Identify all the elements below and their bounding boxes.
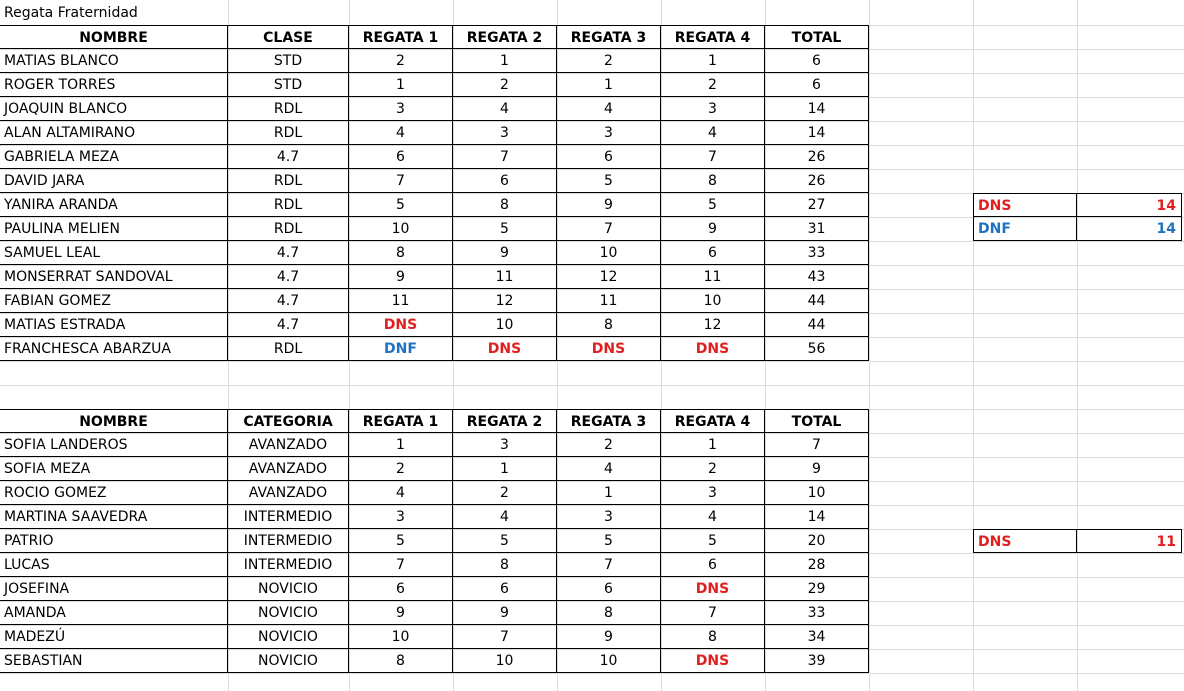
table1-row-10-col-1[interactable]: 4.7 <box>228 289 349 313</box>
table1-row-6-col-5[interactable]: 5 <box>661 193 765 217</box>
table1-row-0-col-2[interactable]: 2 <box>349 49 453 73</box>
table1-row-6-col-0[interactable]: YANIRA ARANDA <box>0 193 228 217</box>
table1-row-7-col-5[interactable]: 9 <box>661 217 765 241</box>
table2-row-5-col-1[interactable]: INTERMEDIO <box>228 553 349 577</box>
table1-row-1-col-6[interactable]: 6 <box>765 73 869 97</box>
table1-row-0-col-6[interactable]: 6 <box>765 49 869 73</box>
table1-row-8-col-4[interactable]: 10 <box>557 241 661 265</box>
gridline-horizontal <box>0 361 1184 362</box>
table1-row-5-col-3[interactable]: 6 <box>453 169 557 193</box>
table1-row-12-col-5[interactable]: DNS <box>661 337 765 361</box>
table2-row-5-col-5[interactable]: 6 <box>661 553 765 577</box>
gridline-vertical <box>869 0 870 691</box>
table2-row-3-col-2[interactable]: 3 <box>349 505 453 529</box>
table1-row-2-col-6[interactable]: 14 <box>765 97 869 121</box>
gridline-horizontal <box>0 673 1184 674</box>
table2-row-5-col-6[interactable]: 28 <box>765 553 869 577</box>
table2-row-4-col-2[interactable]: 5 <box>349 529 453 553</box>
table2-row-8-col-0[interactable]: MADEZÚ <box>0 625 228 649</box>
table2-row-0-col-2[interactable]: 1 <box>349 433 453 457</box>
table2-row-2-col-5[interactable]: 3 <box>661 481 765 505</box>
table2-row-6-col-5[interactable]: DNS <box>661 577 765 601</box>
table1-row-10-col-6[interactable]: 44 <box>765 289 869 313</box>
table2-row-8-col-5[interactable]: 8 <box>661 625 765 649</box>
table2-row-9-col-4[interactable]: 10 <box>557 649 661 673</box>
table1-row-1-col-2[interactable]: 1 <box>349 73 453 97</box>
table1-row-1-col-0[interactable]: ROGER TORRES <box>0 73 228 97</box>
gridline-vertical <box>1077 0 1078 691</box>
table1-row-12-col-4[interactable]: DNS <box>557 337 661 361</box>
table2-header-total[interactable]: TOTAL <box>765 409 869 433</box>
table1-row-2-col-4[interactable]: 4 <box>557 97 661 121</box>
table2-row-4-col-3[interactable]: 5 <box>453 529 557 553</box>
table1-row-8-col-3[interactable]: 9 <box>453 241 557 265</box>
table1-row-3-col-3[interactable]: 3 <box>453 121 557 145</box>
table2-row-6-col-1[interactable]: NOVICIO <box>228 577 349 601</box>
table1-row-5-col-5[interactable]: 8 <box>661 169 765 193</box>
table1-row-4-col-2[interactable]: 6 <box>349 145 453 169</box>
table1-row-7-col-3[interactable]: 5 <box>453 217 557 241</box>
table1-row-4-col-0[interactable]: GABRIELA MEZA <box>0 145 228 169</box>
table1-row-7-col-2[interactable]: 10 <box>349 217 453 241</box>
table2-row-8-col-3[interactable]: 7 <box>453 625 557 649</box>
table2-row-8-col-1[interactable]: NOVICIO <box>228 625 349 649</box>
table1-legend-code-1[interactable]: DNF <box>973 217 1077 241</box>
table2-row-5-col-3[interactable]: 8 <box>453 553 557 577</box>
table2-row-8-col-2[interactable]: 10 <box>349 625 453 649</box>
table2-header-categoria[interactable]: CATEGORIA <box>228 409 349 433</box>
table1-row-8-col-2[interactable]: 8 <box>349 241 453 265</box>
table1-row-8-col-5[interactable]: 6 <box>661 241 765 265</box>
table1-row-12-col-1[interactable]: RDL <box>228 337 349 361</box>
table1-row-8-col-1[interactable]: 4.7 <box>228 241 349 265</box>
table1-header-clase[interactable]: CLASE <box>228 25 349 49</box>
table1-row-6-col-3[interactable]: 8 <box>453 193 557 217</box>
table2-row-7-col-3[interactable]: 9 <box>453 601 557 625</box>
table1-row-11-col-0[interactable]: MATIAS ESTRADA <box>0 313 228 337</box>
table2-row-4-col-0[interactable]: PATRIO <box>0 529 228 553</box>
table2-row-0-col-6[interactable]: 7 <box>765 433 869 457</box>
table2-header-regata-4[interactable]: REGATA 4 <box>661 409 765 433</box>
table2-row-4-col-5[interactable]: 5 <box>661 529 765 553</box>
table1-row-7-col-0[interactable]: PAULINA MELIEN <box>0 217 228 241</box>
table1-row-5-col-0[interactable]: DAVID JARA <box>0 169 228 193</box>
table2-row-6-col-4[interactable]: 6 <box>557 577 661 601</box>
table1-header-regata-3[interactable]: REGATA 3 <box>557 25 661 49</box>
table2-row-2-col-3[interactable]: 2 <box>453 481 557 505</box>
table2-row-7-col-0[interactable]: AMANDA <box>0 601 228 625</box>
table2-row-1-col-0[interactable]: SOFIA MEZA <box>0 457 228 481</box>
table1-row-0-col-0[interactable]: MATIAS BLANCO <box>0 49 228 73</box>
table1-row-0-col-4[interactable]: 2 <box>557 49 661 73</box>
table2-row-1-col-1[interactable]: AVANZADO <box>228 457 349 481</box>
table2-row-3-col-5[interactable]: 4 <box>661 505 765 529</box>
table2-header-regata-3[interactable]: REGATA 3 <box>557 409 661 433</box>
table2-header-regata-1[interactable]: REGATA 1 <box>349 409 453 433</box>
table1-legend-value-0[interactable]: 14 <box>1077 193 1182 217</box>
table1-row-5-col-1[interactable]: RDL <box>228 169 349 193</box>
table2-row-2-col-0[interactable]: ROCIO GOMEZ <box>0 481 228 505</box>
table1-row-9-col-2[interactable]: 9 <box>349 265 453 289</box>
table2-row-3-col-4[interactable]: 3 <box>557 505 661 529</box>
table2-row-9-col-6[interactable]: 39 <box>765 649 869 673</box>
table1-row-0-col-3[interactable]: 1 <box>453 49 557 73</box>
table2-row-4-col-1[interactable]: INTERMEDIO <box>228 529 349 553</box>
table1-row-12-col-3[interactable]: DNS <box>453 337 557 361</box>
table1-row-12-col-0[interactable]: FRANCHESCA ABARZUA <box>0 337 228 361</box>
table1-row-1-col-1[interactable]: STD <box>228 73 349 97</box>
table2-row-0-col-1[interactable]: AVANZADO <box>228 433 349 457</box>
table1-row-11-col-6[interactable]: 44 <box>765 313 869 337</box>
table1-row-1-col-3[interactable]: 2 <box>453 73 557 97</box>
table2-row-3-col-3[interactable]: 4 <box>453 505 557 529</box>
table2-row-5-col-0[interactable]: LUCAS <box>0 553 228 577</box>
table1-row-5-col-4[interactable]: 5 <box>557 169 661 193</box>
table2-row-0-col-0[interactable]: SOFIA LANDEROS <box>0 433 228 457</box>
table2-header-nombre[interactable]: NOMBRE <box>0 409 228 433</box>
table2-row-4-col-4[interactable]: 5 <box>557 529 661 553</box>
table1-row-4-col-4[interactable]: 6 <box>557 145 661 169</box>
table2-legend-code-0[interactable]: DNS <box>973 529 1077 553</box>
table1-row-9-col-1[interactable]: 4.7 <box>228 265 349 289</box>
table2-row-6-col-2[interactable]: 6 <box>349 577 453 601</box>
table1-row-9-col-6[interactable]: 43 <box>765 265 869 289</box>
table2-row-7-col-2[interactable]: 9 <box>349 601 453 625</box>
table1-legend-value-1[interactable]: 14 <box>1077 217 1182 241</box>
table2-row-2-col-4[interactable]: 1 <box>557 481 661 505</box>
table1-row-5-col-6[interactable]: 26 <box>765 169 869 193</box>
table2-row-6-col-6[interactable]: 29 <box>765 577 869 601</box>
table2-row-8-col-6[interactable]: 34 <box>765 625 869 649</box>
table1-row-4-col-1[interactable]: 4.7 <box>228 145 349 169</box>
table1-row-3-col-1[interactable]: RDL <box>228 121 349 145</box>
table1-row-6-col-4[interactable]: 9 <box>557 193 661 217</box>
table1-row-10-col-5[interactable]: 10 <box>661 289 765 313</box>
table1-row-3-col-4[interactable]: 3 <box>557 121 661 145</box>
table1-header-total[interactable]: TOTAL <box>765 25 869 49</box>
table1-row-11-col-2[interactable]: DNS <box>349 313 453 337</box>
table1-row-0-col-5[interactable]: 1 <box>661 49 765 73</box>
table1-row-9-col-0[interactable]: MONSERRAT SANDOVAL <box>0 265 228 289</box>
table2-row-9-col-2[interactable]: 8 <box>349 649 453 673</box>
table2-row-1-col-5[interactable]: 2 <box>661 457 765 481</box>
table1-row-12-col-2[interactable]: DNF <box>349 337 453 361</box>
table1-row-7-col-6[interactable]: 31 <box>765 217 869 241</box>
table2-row-5-col-2[interactable]: 7 <box>349 553 453 577</box>
table2-row-5-col-4[interactable]: 7 <box>557 553 661 577</box>
table1-row-11-col-5[interactable]: 12 <box>661 313 765 337</box>
gridline-horizontal <box>0 385 1184 386</box>
table2-row-9-col-0[interactable]: SEBASTIAN <box>0 649 228 673</box>
table1-row-9-col-5[interactable]: 11 <box>661 265 765 289</box>
table2-row-2-col-1[interactable]: AVANZADO <box>228 481 349 505</box>
table1-row-8-col-6[interactable]: 33 <box>765 241 869 265</box>
table2-row-6-col-0[interactable]: JOSEFINA <box>0 577 228 601</box>
table1-row-9-col-4[interactable]: 12 <box>557 265 661 289</box>
table2-row-8-col-4[interactable]: 9 <box>557 625 661 649</box>
table1-row-2-col-3[interactable]: 4 <box>453 97 557 121</box>
table2-row-3-col-6[interactable]: 14 <box>765 505 869 529</box>
table1-row-2-col-0[interactable]: JOAQUIN BLANCO <box>0 97 228 121</box>
sheet-title[interactable]: Regata Fraternidad <box>4 5 138 21</box>
table1-row-2-col-5[interactable]: 3 <box>661 97 765 121</box>
table1-row-2-col-2[interactable]: 3 <box>349 97 453 121</box>
table1-row-4-col-3[interactable]: 7 <box>453 145 557 169</box>
table1-row-3-col-2[interactable]: 4 <box>349 121 453 145</box>
table2-row-0-col-5[interactable]: 1 <box>661 433 765 457</box>
table1-row-6-col-6[interactable]: 27 <box>765 193 869 217</box>
table2-header-regata-2[interactable]: REGATA 2 <box>453 409 557 433</box>
table1-row-6-col-1[interactable]: RDL <box>228 193 349 217</box>
table2-legend-value-0[interactable]: 11 <box>1077 529 1182 553</box>
table1-row-6-col-2[interactable]: 5 <box>349 193 453 217</box>
table2-row-6-col-3[interactable]: 6 <box>453 577 557 601</box>
table1-row-4-col-5[interactable]: 7 <box>661 145 765 169</box>
table2-row-4-col-6[interactable]: 20 <box>765 529 869 553</box>
table2-row-0-col-4[interactable]: 2 <box>557 433 661 457</box>
table1-row-11-col-3[interactable]: 10 <box>453 313 557 337</box>
table1-header-regata-4[interactable]: REGATA 4 <box>661 25 765 49</box>
table2-row-1-col-4[interactable]: 4 <box>557 457 661 481</box>
table1-header-nombre[interactable]: NOMBRE <box>0 25 228 49</box>
table2-row-9-col-3[interactable]: 10 <box>453 649 557 673</box>
table1-legend-code-0[interactable]: DNS <box>973 193 1077 217</box>
table1-row-3-col-5[interactable]: 4 <box>661 121 765 145</box>
table2-row-1-col-3[interactable]: 1 <box>453 457 557 481</box>
table1-row-10-col-0[interactable]: FABIAN GOMEZ <box>0 289 228 313</box>
table1-row-4-col-6[interactable]: 26 <box>765 145 869 169</box>
table1-row-8-col-0[interactable]: SAMUEL LEAL <box>0 241 228 265</box>
gridline-vertical <box>973 0 974 691</box>
table2-row-9-col-1[interactable]: NOVICIO <box>228 649 349 673</box>
table1-row-10-col-2[interactable]: 11 <box>349 289 453 313</box>
table1-row-1-col-5[interactable]: 2 <box>661 73 765 97</box>
table1-row-11-col-1[interactable]: 4.7 <box>228 313 349 337</box>
table1-row-5-col-2[interactable]: 7 <box>349 169 453 193</box>
table2-row-1-col-2[interactable]: 2 <box>349 457 453 481</box>
table1-row-3-col-0[interactable]: ALAN ALTAMIRANO <box>0 121 228 145</box>
table2-row-1-col-6[interactable]: 9 <box>765 457 869 481</box>
table1-row-2-col-1[interactable]: RDL <box>228 97 349 121</box>
table2-row-3-col-1[interactable]: INTERMEDIO <box>228 505 349 529</box>
table2-row-3-col-0[interactable]: MARTINA SAAVEDRA <box>0 505 228 529</box>
table2-row-7-col-1[interactable]: NOVICIO <box>228 601 349 625</box>
table1-row-11-col-4[interactable]: 8 <box>557 313 661 337</box>
table1-row-3-col-6[interactable]: 14 <box>765 121 869 145</box>
table1-row-12-col-6[interactable]: 56 <box>765 337 869 361</box>
table1-header-regata-2[interactable]: REGATA 2 <box>453 25 557 49</box>
table1-row-7-col-1[interactable]: RDL <box>228 217 349 241</box>
table1-header-regata-1[interactable]: REGATA 1 <box>349 25 453 49</box>
table1-row-9-col-3[interactable]: 11 <box>453 265 557 289</box>
table2-row-2-col-2[interactable]: 4 <box>349 481 453 505</box>
table1-row-1-col-4[interactable]: 1 <box>557 73 661 97</box>
table2-row-9-col-5[interactable]: DNS <box>661 649 765 673</box>
table2-row-0-col-3[interactable]: 3 <box>453 433 557 457</box>
table1-row-7-col-4[interactable]: 7 <box>557 217 661 241</box>
table1-row-0-col-1[interactable]: STD <box>228 49 349 73</box>
table1-row-10-col-3[interactable]: 12 <box>453 289 557 313</box>
table1-row-10-col-4[interactable]: 11 <box>557 289 661 313</box>
table2-row-2-col-6[interactable]: 10 <box>765 481 869 505</box>
table2-row-7-col-5[interactable]: 7 <box>661 601 765 625</box>
table2-row-7-col-6[interactable]: 33 <box>765 601 869 625</box>
table2-row-7-col-4[interactable]: 8 <box>557 601 661 625</box>
